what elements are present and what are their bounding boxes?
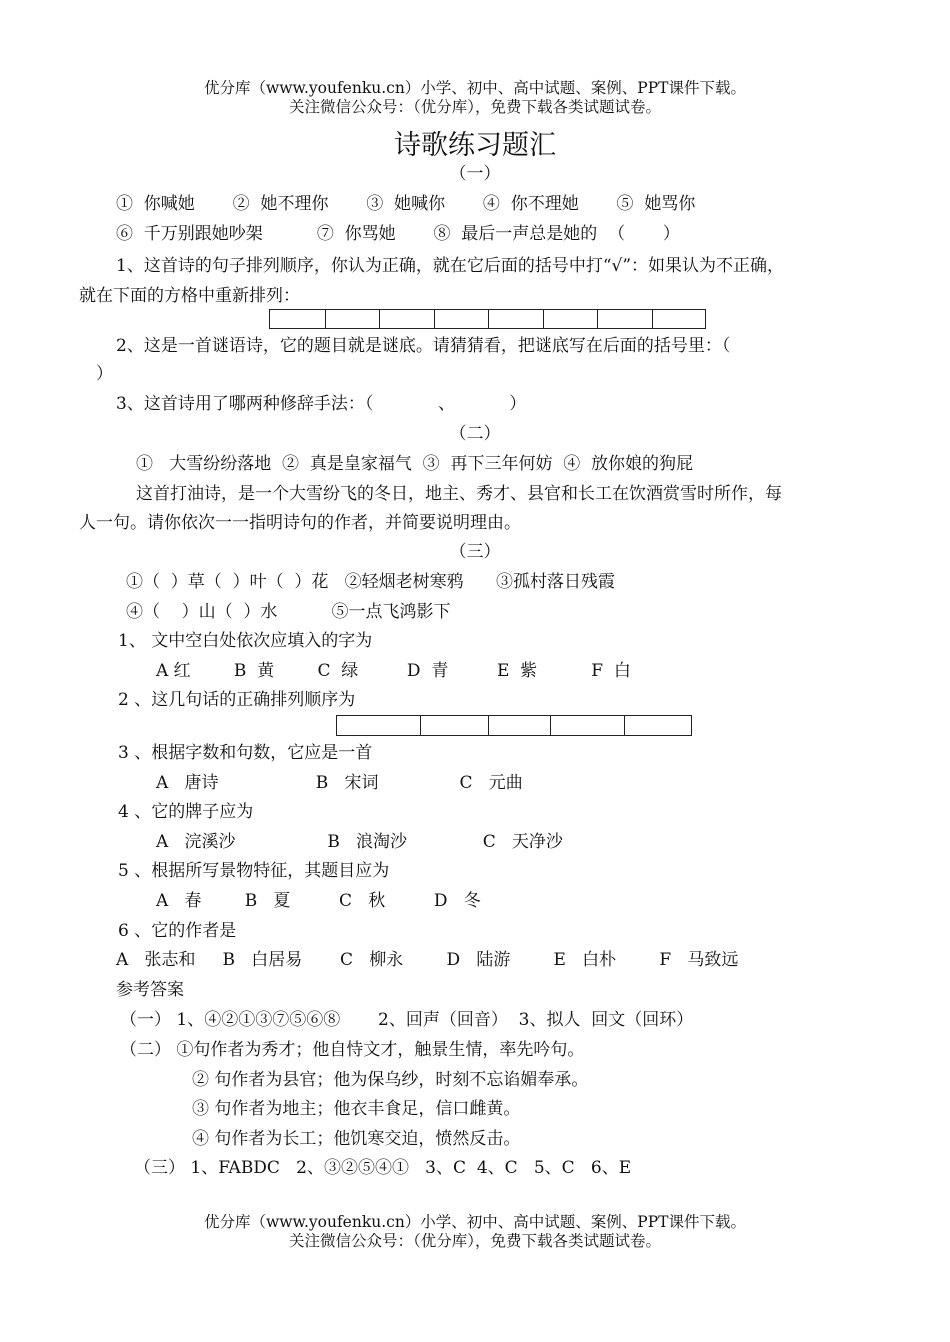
part3-question-5-options: A 春 B 夏 C 秋 D 冬 [156, 891, 481, 911]
part3-question-6-options: A 张志和 B 白居易 C 柳永 D 陆游 E 白朴 F 马致远 [116, 950, 739, 970]
part1-question-2-line-2: ） [96, 364, 113, 384]
part3-question-4-options: A 浣溪沙 B 浪淘沙 C 天净沙 [156, 832, 563, 852]
part2-text-line-2: 人一句。请你依次一一指明诗句的作者，并简要说明理由。 [79, 513, 521, 533]
header-line-1: 优分库（www.youfenku.cn）小学、初中、高中试题、案例、PPT课件下载。 [203, 79, 747, 97]
answer-part-2-line-2: ② 句作者为县官；他为保乌纱，时刻不忘谄媚奉承。 [192, 1070, 589, 1090]
part1-poem-line-1: ① 你喊她 ② 她不理你 ③ 她喊你 ④ 你不理她 ⑤ 她骂你 [116, 194, 696, 214]
answer-cell[interactable] [325, 310, 379, 328]
part1-question-1-line-2: 就在下面的方格中重新排列： [79, 286, 300, 306]
footer-line-2: 关注微信公众号：（优分库），免费下载各类试题试卷。 [288, 1232, 661, 1250]
part3-question-1-options: A 红 B 黄 C 绿 D 青 E 紫 F 白 [156, 661, 631, 681]
part1-question-2-line-1: 2、这是一首谜语诗，它的题目就是谜底。请猜猜看，把谜底写在后面的括号里：（ [116, 336, 731, 356]
part3-poem-line-2: ④（ ）山（ ）水 ⑤一点飞鸿影下 [126, 602, 451, 622]
part3-question-3: 3 、根据字数和句数，它应是一首 [118, 743, 373, 763]
part1-question-1-line-1: 1、这首诗的句子排列顺序，你认为正确，就在它后面的括号中打“√”：如果认为不正确， [116, 256, 785, 276]
part1-heading: （一） [449, 164, 501, 184]
answer-cell[interactable] [488, 716, 550, 735]
part3-question-3-options: A 唐诗 B 宋词 C 元曲 [156, 773, 523, 793]
part3-question-5: 5 、根据所写景物特征，其题目应为 [118, 861, 390, 881]
answer-cell[interactable] [652, 310, 705, 328]
page-title: 诗歌练习题汇 [394, 130, 556, 161]
header-line-2: 关注微信公众号：（优分库），免费下载各类试题试卷。 [288, 98, 661, 116]
answer-part-2-line-1: （二） ①句作者为秀才；他自恃文才，触景生情，率先吟句。 [120, 1040, 585, 1060]
part3-question-1: 1、 文中空白处依次应填入的字为 [118, 631, 373, 651]
part3-poem-line-1: ①（ ）草（ ）叶（ ）花 ②轻烟老树寒鸦 ③孤村落日残霞 [126, 572, 616, 592]
part3-question-6: 6 、它的作者是 [118, 921, 237, 941]
part1-answer-grid [269, 309, 706, 329]
answer-cell[interactable] [434, 310, 488, 328]
part1-question-3: 3、这首诗用了哪两种修辞手法：（ 、 ） [116, 394, 527, 414]
part2-heading: （二） [449, 424, 501, 444]
answer-cell[interactable] [270, 310, 325, 328]
answer-cell[interactable] [379, 310, 434, 328]
part3-answer-grid [336, 715, 692, 736]
answer-part-3: （三） 1、FABDC 2、③②⑤④① 3、C 4、C 5、C 6、E [134, 1158, 632, 1178]
part3-heading: （三） [449, 542, 501, 562]
part2-text-line-1: 这首打油诗，是一个大雪纷飞的冬日，地主、秀才、县官和长工在饮酒赏雪时所作，每 [136, 484, 782, 504]
answer-cell[interactable] [550, 716, 624, 735]
footer-line-1: 优分库（www.youfenku.cn）小学、初中、高中试题、案例、PPT课件下载。 [203, 1213, 747, 1231]
answer-cell[interactable] [420, 716, 488, 735]
answer-cell[interactable] [337, 716, 420, 735]
part2-poem: ① 大雪纷纷落地 ② 真是皇家福气 ③ 再下三年何妨 ④ 放你娘的狗屁 [136, 454, 694, 474]
answer-cell[interactable] [624, 716, 691, 735]
part3-question-2: 2 、这几句话的正确排列顺序为 [118, 690, 356, 710]
answer-part-2-line-3: ③ 句作者为地主；他衣丰食足，信口雌黄。 [192, 1099, 521, 1119]
answer-cell[interactable] [597, 310, 652, 328]
answer-part-1: （一） 1、④②①③⑦⑤⑥⑧ 2、回声（回音） 3、拟人 回文（回环） [120, 1010, 694, 1030]
part1-poem-line-2: ⑥ 千万别跟她吵架 ⑦ 你骂她 ⑧ 最后一声总是她的 （ ） [116, 224, 680, 244]
part3-question-4: 4 、它的牌子应为 [118, 802, 254, 822]
answer-part-2-line-4: ④ 句作者为长工；他饥寒交迫，愤然反击。 [192, 1129, 521, 1149]
answer-cell[interactable] [543, 310, 597, 328]
answer-cell[interactable] [488, 310, 543, 328]
answers-heading: 参考答案 [116, 980, 184, 1000]
